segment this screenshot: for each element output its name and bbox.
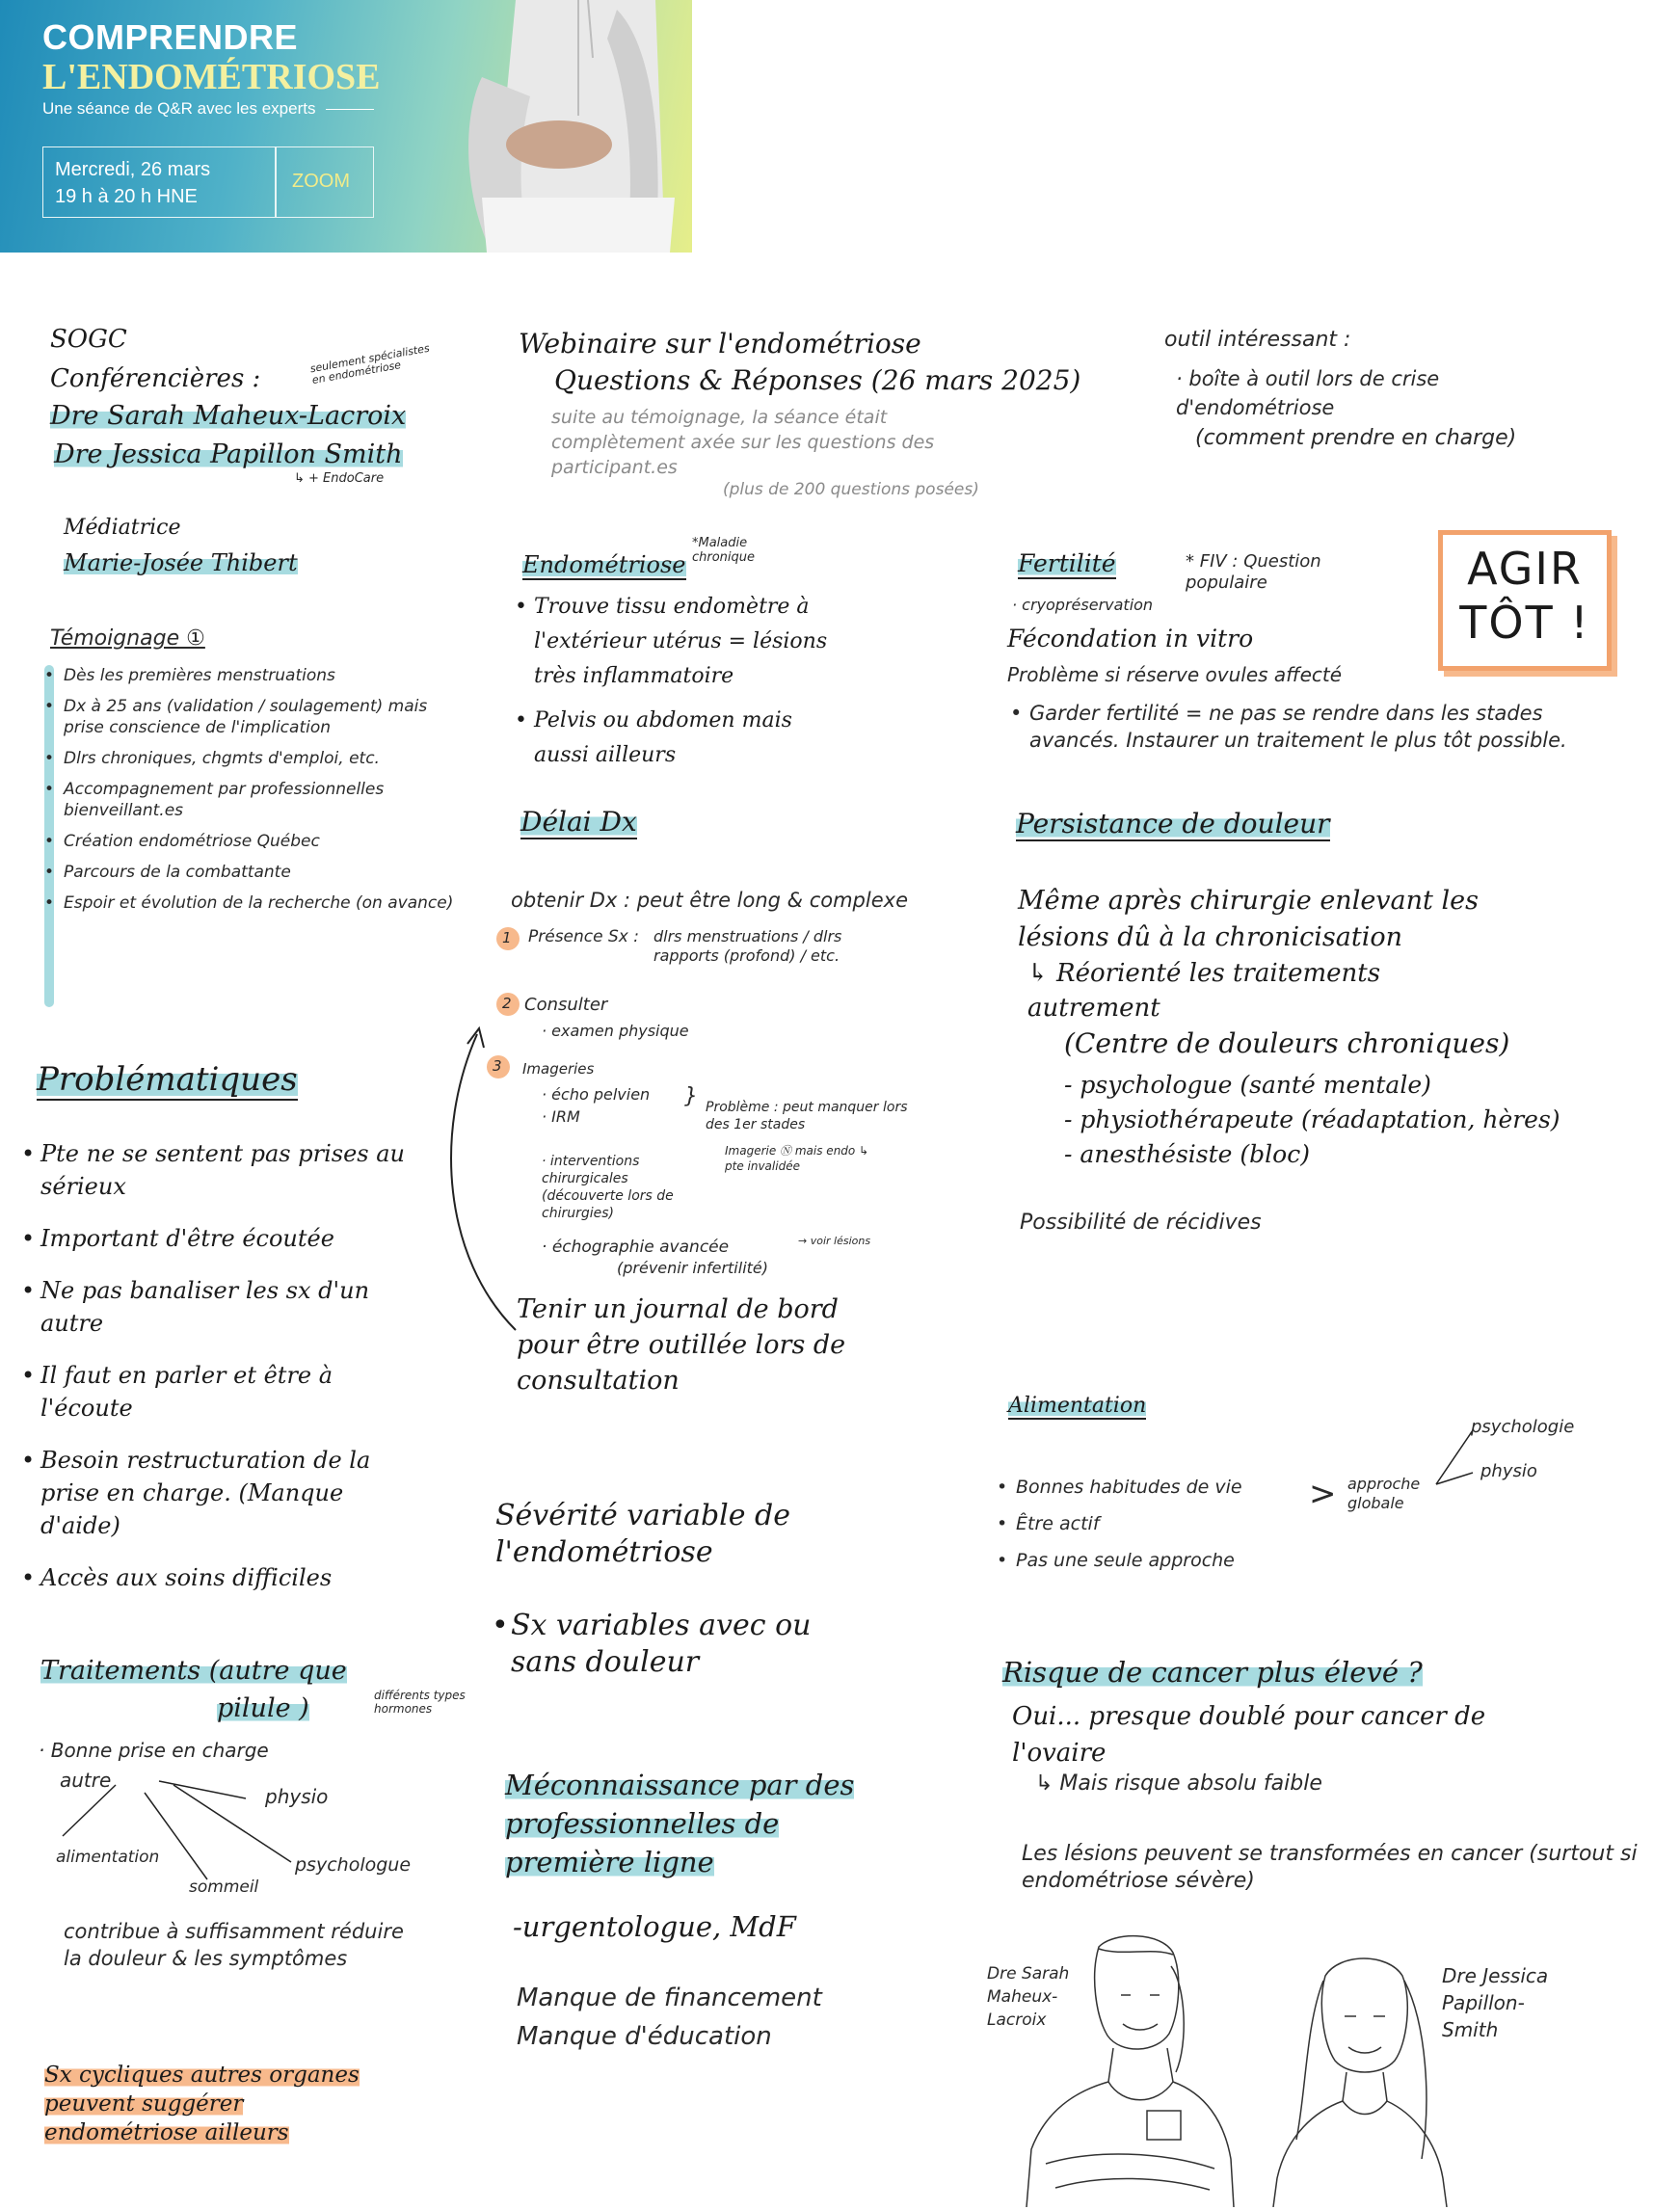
webinar-subtitle: Questions & Réponses (26 mars 2025): [554, 364, 1081, 396]
treatments-note: différents types hormones: [374, 1689, 466, 1716]
banner-rule: [326, 109, 374, 110]
banner-title-line2: L'ENDOMÉTRIOSE: [42, 57, 381, 97]
fertility-title: Fertilité: [1018, 549, 1116, 577]
food-item: • Pas une seule approche: [997, 1542, 1305, 1579]
treatments-title-1: Traitements (autre que: [40, 1656, 347, 1686]
step3-label: Imageries: [522, 1060, 595, 1078]
fertility-item: • Garder fertilité = ne pas se rendre dans les stades avancés. Instaurer un traitement le plus tôt possible.: [1010, 700, 1608, 754]
banner-woman-photo: [424, 0, 692, 253]
food-item: • Être actif: [997, 1505, 1305, 1542]
mindmap-node-alimentation: alimentation: [56, 1848, 160, 1867]
act-early-line2: TÔT !: [1459, 597, 1590, 649]
webinar-note: suite au témoignage, la séance était complètement axée sur les questions des participant.es: [551, 407, 935, 478]
portrait-2-label: Dre Jessica Papillon-Smith: [1442, 1964, 1549, 2041]
recurrence-note: Possibilité de récidives: [1020, 1211, 1262, 1235]
problem-item: • Il faut en parler et être à l'écoute: [21, 1359, 416, 1425]
moderator-label: Médiatrice: [64, 516, 181, 540]
banner-box-divider: [275, 147, 277, 217]
echo-item: · échographie avancée: [542, 1238, 730, 1257]
problem-item: • Important d'être écoutée: [21, 1222, 416, 1255]
mindmap-node-psychologue: psychologue: [295, 1854, 412, 1876]
journal-note: Tenir un journal de bord pour être outillée lors de consultation: [517, 1294, 846, 1396]
imaging-item-2: · IRM: [542, 1107, 580, 1126]
food-title: Alimentation: [1008, 1394, 1147, 1418]
testimony-title: Témoignage ①: [50, 626, 205, 651]
step2-number: 2: [502, 995, 512, 1012]
problem-item: • Accès aux soins difficiles: [21, 1561, 416, 1594]
banner-date: Mercredi, 26 mars: [55, 159, 211, 180]
severity-list: [492, 1608, 858, 1681]
problems-title: Problématiques: [37, 1060, 298, 1099]
delay-intro: obtenir Dx : peut être long & complexe: [511, 889, 908, 912]
banner-subtitle: Une séance de Q&R avec les experts: [42, 99, 316, 118]
tool-note: (comment prendre en charge): [1195, 426, 1517, 450]
fertility-problem: Problème si réserve ovules affecté: [1007, 663, 1343, 686]
portrait-1-sketch: [1017, 1928, 1239, 2207]
step1-number: 1: [502, 929, 512, 946]
webinar-title: Webinaire sur l'endométriose: [519, 328, 921, 359]
pain-treatment-item: - anesthésiste (bloc): [1064, 1140, 1310, 1168]
severity-title: Sévérité variable de l'endométriose: [495, 1499, 790, 1569]
banner-time: 19 h à 20 h HNE: [55, 186, 198, 207]
tool-item: · boîte à outil lors de crise d'endométriose: [1176, 367, 1440, 419]
portrait-2-sketch: [1267, 1947, 1460, 2207]
org-name: SOGC: [50, 325, 127, 354]
problem-item: • Pte ne se sentent pas prises au sérieux: [21, 1137, 416, 1203]
event-banner: [0, 0, 692, 253]
pain-title: Persistance de douleur: [1016, 808, 1330, 839]
cancer-lesions: Les lésions peuvent se transformées en cancer (surtout si endométriose sévère): [1022, 1842, 1638, 1893]
imaging-brace: }: [684, 1084, 698, 1108]
echo-detail: (prévenir infertilité): [617, 1259, 768, 1277]
problem-item: • Ne pas banaliser les sx d'un autre: [21, 1274, 416, 1340]
misknowledge-item: -urgentologue, MdF: [513, 1910, 796, 1943]
pain-reorient: ↳ Réorienté les traitements autrement: [1027, 959, 1381, 1023]
food-arrow: >: [1309, 1475, 1337, 1513]
mindmap-node-sommeil: sommeil: [189, 1877, 259, 1897]
surgery-item: · interventions chirurgicales (découverte lors de chirurgies): [542, 1154, 674, 1221]
step2-label: Consulter: [524, 995, 608, 1015]
cancer-title: Risque de cancer plus élevé ?: [1002, 1656, 1423, 1689]
step2-detail: · examen physique: [542, 1022, 689, 1040]
food-list: [997, 1469, 1305, 1579]
cyclic-note: Sx cycliques autres organes peuvent suggérer endométriose ailleurs: [44, 2063, 360, 2145]
pain-text: Même après chirurgie enlevant les lésions dû à la chronicisation: [1018, 886, 1479, 952]
webinar-note-2: (plus de 200 questions posées): [723, 480, 979, 499]
testimony-list: [44, 665, 459, 923]
echo-note: → voir lésions: [798, 1235, 871, 1247]
treatments-conclusion: contribue à suffisamment réduire la douleur & les symptômes: [64, 1920, 404, 1970]
education-note: Manque d'éducation: [517, 2022, 772, 2051]
testimony-item: • Dx à 25 ans (validation / soulagement) mais prise conscience de l'implication: [44, 696, 459, 738]
treatments-title-2: pilule ): [217, 1693, 309, 1723]
speaker-2-note: ↳ + EndoCare: [294, 471, 385, 486]
speakers-label: Conférencières :: [50, 364, 261, 393]
tool-title: outil intéressant :: [1164, 328, 1351, 352]
fertility-list: [1010, 700, 1608, 754]
act-early-box: [1438, 530, 1612, 671]
food-item: • Bonnes habitudes de vie: [997, 1469, 1305, 1505]
step1-label: Présence Sx :: [528, 927, 639, 946]
pain-list: [1064, 1068, 1604, 1172]
pain-treatment-item: - physiothérapeute (réadaptation, hères): [1064, 1105, 1560, 1133]
endometriosis-title: Endométriose: [522, 551, 686, 578]
testimony-item: • Parcours de la combattante: [44, 862, 459, 883]
banner-date-box: [42, 146, 374, 218]
imaging-item-1: · écho pelvien: [542, 1085, 651, 1104]
imaging-problem-2: Imagerie Ⓝ mais endo ↳ pte invalidée: [725, 1144, 869, 1173]
act-early-line1: AGIR: [1467, 543, 1583, 595]
testimony-item: • Accompagnement par professionnelles bienveillant.es: [44, 779, 459, 821]
speakers-note: seulement spécialistes en endométriose: [308, 341, 431, 387]
fertility-cryo: · cryopréservation: [1012, 596, 1154, 614]
approach-node-psychology: psychologie: [1471, 1417, 1575, 1437]
banner-title-line1: COMPRENDRE: [42, 17, 299, 57]
speaker-1: Dre Sarah Maheux-Lacroix: [50, 401, 407, 431]
step3-number: 3: [493, 1057, 502, 1075]
cancer-text: Oui... presque doublé pour cancer de l'ovaire: [1012, 1702, 1486, 1768]
testimony-item: • Dlrs chroniques, chgmts d'emploi, etc.: [44, 748, 459, 769]
testimony-item: • Dès les premières menstruations: [44, 665, 459, 686]
approach-label: approche globale: [1347, 1475, 1421, 1512]
mindmap-node-physio: physio: [265, 1785, 329, 1808]
pain-treatment-item: - psychologue (santé mentale): [1064, 1071, 1431, 1099]
fertility-fiv: Fécondation in vitro: [1007, 625, 1254, 652]
funding-note: Manque de financement: [517, 1984, 822, 2012]
approach-node-physio: physio: [1480, 1461, 1537, 1481]
delay-title: Délai Dx: [520, 806, 637, 838]
testimony-item: • Espoir et évolution de la recherche (on avance): [44, 892, 459, 914]
testimony-item: • Création endométriose Québec: [44, 831, 459, 852]
banner-platform: ZOOM: [292, 171, 350, 192]
problem-item: • Besoin restructuration de la prise en charge. (Manque d'aide): [21, 1444, 416, 1542]
step1-detail: dlrs menstruations / dlrs rapports (profond) / etc.: [653, 927, 842, 965]
journal-arrow: [424, 1017, 530, 1335]
problems-list: [21, 1137, 416, 1613]
speaker-2: Dre Jessica Papillon Smith: [54, 439, 403, 469]
cancer-sub: ↳ Mais risque absolu faible: [1035, 1771, 1322, 1796]
imaging-problem: Problème : peut manquer lors des 1er stades: [706, 1100, 908, 1132]
endometriosis-side-note: *Maladie chronique: [692, 536, 756, 565]
endometriosis-item: • Trouve tissu endomètre à l'extérieur utérus = lésions très inflammatoire: [515, 590, 852, 694]
mindmap-center: autre: [60, 1769, 112, 1792]
misknowledge-title: Méconnaissance par des professionnelles de première ligne: [505, 1769, 855, 1878]
pain-center: (Centre de douleurs chroniques): [1064, 1027, 1510, 1059]
severity-item: • Sx variables avec ou sans douleur: [492, 1608, 858, 1681]
moderator-name: Marie-Josée Thibert: [64, 549, 298, 576]
fertility-note: * FIV : Question populaire: [1186, 551, 1321, 593]
endometriosis-item: • Pelvis ou abdomen mais aussi ailleurs: [515, 704, 852, 773]
treatments-item: · Bonne prise en charge: [39, 1739, 269, 1762]
endometriosis-list: [515, 590, 852, 783]
portrait-1-label: Dre Sarah Maheux-Lacroix: [987, 1964, 1070, 2030]
